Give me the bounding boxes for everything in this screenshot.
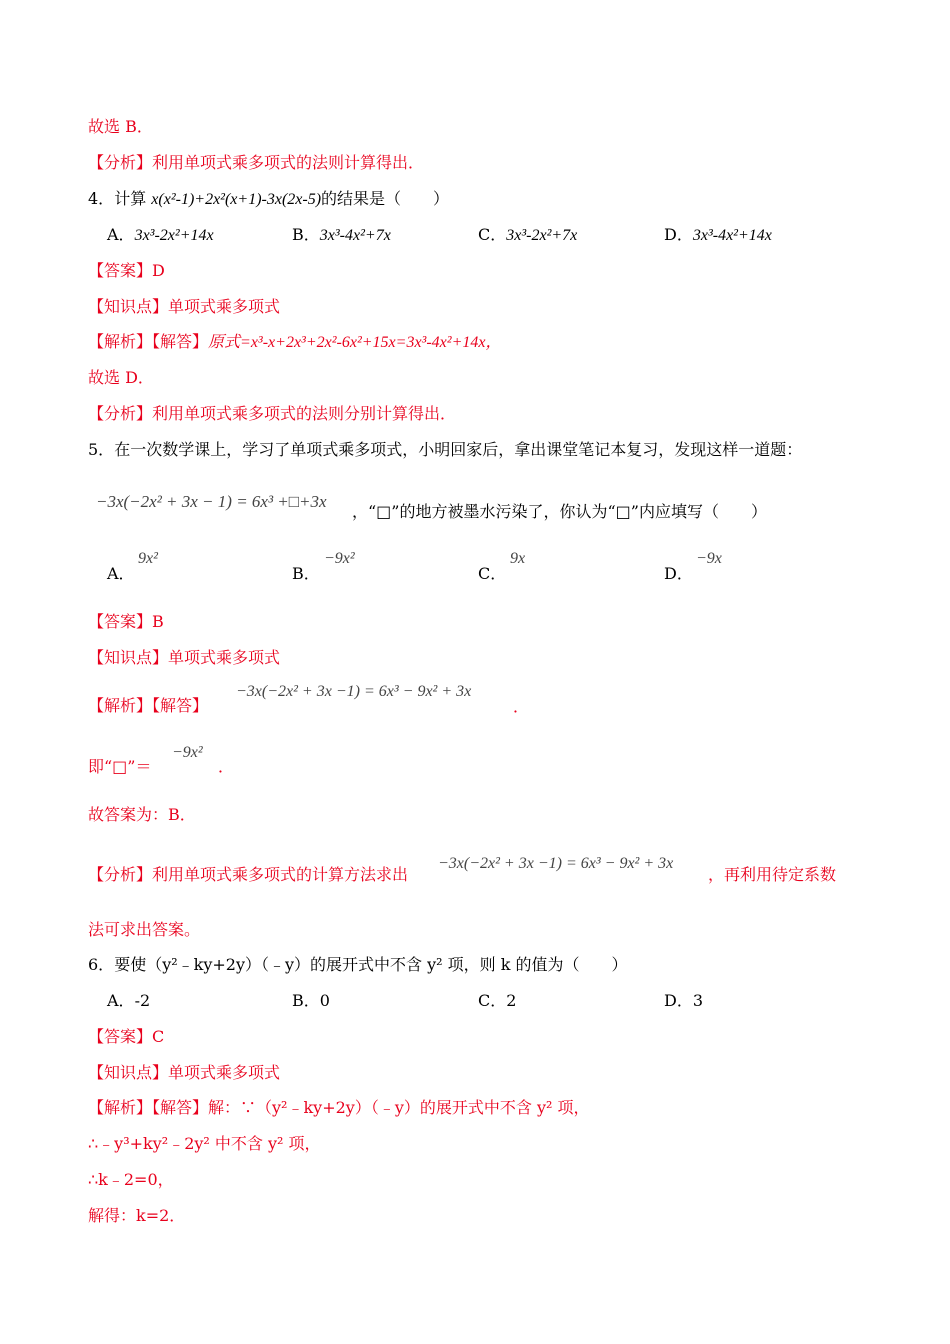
q6-option-b-label: B．	[292, 991, 320, 1010]
q5-analysis-line2: 法可求出答案。	[88, 920, 201, 939]
q6-number: 6．	[88, 955, 115, 974]
q6-answer	[88, 1027, 164, 1047]
q6-option-c-label: C．	[478, 991, 507, 1010]
q5-option-c-text: 9x	[510, 550, 526, 567]
q3-analysis	[88, 153, 424, 173]
q4-analysis-tag: 【分析】	[88, 404, 153, 423]
q6-option-d-label: D．	[664, 991, 693, 1010]
q5-stem-text: 在一次数学课上，学习了单项式乘多项式，小明回家后，拿出课堂笔记本复习，发现这样一道题：	[114, 440, 803, 459]
q5-equation: −3x(−2x² + 3x − 1) = 6x³ +□+3x	[96, 492, 327, 511]
q5-ie-prefix: 即“□”＝	[88, 757, 152, 776]
q5-analysis-tag: 【分析】	[88, 865, 153, 884]
q4-stem	[88, 189, 449, 210]
q4-option-c-label: C．	[478, 225, 507, 244]
q5-analysis-suffix: ，再利用待定系数	[708, 865, 837, 884]
q5-solution-tag: 【解析】【解答】	[88, 696, 209, 715]
q5-number: 5．	[88, 440, 115, 459]
q4-knowledge-text: 单项式乘多项式	[168, 297, 281, 316]
q5-option-d-text: −9x	[696, 550, 722, 567]
q4-stem-suffix: 的结果是（ ）	[321, 189, 450, 208]
q4-answer-tag: 【答案】	[88, 261, 153, 280]
q4-option-d-text: 3x³-4x²+14x	[692, 227, 772, 244]
q5-option-b-text: −9x²	[324, 550, 355, 567]
q6-knowledge-tag: 【知识点】	[88, 1063, 169, 1082]
q5-solution-eq: −3x(−2x² + 3x −1) = 6x³ − 9x² + 3x	[236, 683, 472, 700]
q6-stem-text: 要使（y²﹣ky+2y）（﹣y）的展开式中不含 y² 项，则 k 的值为（ ）	[114, 955, 628, 974]
q6-option-b-text: 0	[319, 991, 330, 1010]
q5-ie-expr: −9x²	[172, 744, 203, 761]
q6-stem	[88, 955, 628, 975]
q6-knowledge	[88, 1063, 280, 1083]
q4-analysis	[88, 404, 456, 424]
q6-option-a-text: -2	[134, 991, 151, 1010]
q6-solution-l1-text: 解：∵（y²﹣ky+2y）（﹣y）的展开式中不含 y² 项，	[208, 1098, 590, 1117]
q6-solution-tag: 【解析】【解答】	[88, 1098, 209, 1117]
q5-analysis-eq: −3x(−2x² + 3x −1) = 6x³ − 9x² + 3x	[438, 855, 674, 872]
q5-knowledge-text: 单项式乘多项式	[168, 648, 281, 667]
q5-answer-tag: 【答案】	[88, 612, 153, 631]
q6-option-b	[292, 991, 330, 1011]
q5-option-c-label: C．	[478, 564, 507, 583]
q4-option-c	[478, 225, 577, 246]
q4-option-b-label: B．	[292, 225, 320, 244]
q5-answer	[88, 612, 164, 632]
q6-solution-l1	[88, 1098, 590, 1118]
q5-knowledge	[88, 648, 280, 668]
q6-option-c-text: 2	[506, 991, 517, 1010]
q4-option-d	[664, 225, 772, 246]
q5-option-d-label: D．	[664, 564, 693, 583]
q4-answer	[88, 261, 165, 281]
q3-choose: 故选 B．	[88, 117, 153, 136]
q4-answer-value: D	[152, 261, 165, 280]
q6-option-a	[107, 991, 150, 1011]
q4-stem-expr: x(x²-1)+2x²(x+1)-3x(2x-5)	[151, 191, 322, 208]
q4-choose: 故选 D．	[88, 368, 154, 387]
q4-option-b	[292, 225, 391, 246]
q4-analysis-text: 利用单项式乘多项式的法则分别计算得出．	[152, 404, 457, 423]
q5-final: 故答案为：B．	[88, 805, 196, 824]
q4-option-a	[107, 225, 214, 246]
q5-ie-end: ．	[218, 757, 235, 776]
q6-solution-l3: ∴k﹣2=0，	[88, 1170, 174, 1189]
q5-solution-end: ．	[513, 697, 530, 716]
q6-answer-value: C	[152, 1027, 165, 1046]
q4-solution-tag: 【解析】【解答】	[88, 332, 209, 351]
q6-solution-l4: 解得：k=2．	[88, 1206, 186, 1225]
q4-knowledge-tag: 【知识点】	[88, 297, 169, 316]
q4-option-d-label: D．	[664, 225, 693, 244]
q5-stem	[88, 440, 802, 460]
q4-solution-text: 原式=x³-x+2x³+2x²-6x²+15x=3x³-4x²+14x，	[208, 334, 502, 351]
q5-analysis-prefix	[88, 865, 408, 885]
q3-analysis-tag: 【分析】	[88, 153, 153, 172]
q4-stem-prefix: 计算	[114, 189, 152, 208]
q6-option-a-label: A．	[107, 991, 135, 1010]
q5-answer-value: B	[152, 612, 164, 631]
q5-option-b-label: B．	[292, 564, 320, 583]
q5-knowledge-tag: 【知识点】	[88, 648, 169, 667]
q6-option-d	[664, 991, 703, 1011]
q4-knowledge	[88, 297, 280, 317]
q6-option-c	[478, 991, 516, 1011]
q6-answer-tag: 【答案】	[88, 1027, 153, 1046]
q5-option-a-label: A．	[107, 564, 135, 583]
q4-solution	[88, 332, 501, 353]
q4-option-c-text: 3x³-2x²+7x	[506, 227, 578, 244]
q4-option-b-text: 3x³-4x²+7x	[319, 227, 391, 244]
q6-solution-l2: ∴﹣y³+ky²﹣2y² 中不含 y² 项，	[88, 1134, 321, 1153]
q6-knowledge-text: 单项式乘多项式	[168, 1063, 281, 1082]
q5-equation-suffix: ，“□”的地方被墨水污染了，你认为“□”内应填写（ ）	[352, 502, 767, 521]
q6-option-d-text: 3	[692, 991, 704, 1010]
q4-number: 4．	[88, 189, 115, 208]
q5-analysis-prefix-text: 利用单项式乘多项式的计算方法求出	[152, 865, 409, 884]
q4-option-a-label: A．	[107, 225, 135, 244]
q3-analysis-text: 利用单项式乘多项式的法则计算得出．	[152, 153, 425, 172]
q4-option-a-text: 3x³-2x²+14x	[134, 227, 214, 244]
q5-option-a-text: 9x²	[138, 550, 158, 567]
